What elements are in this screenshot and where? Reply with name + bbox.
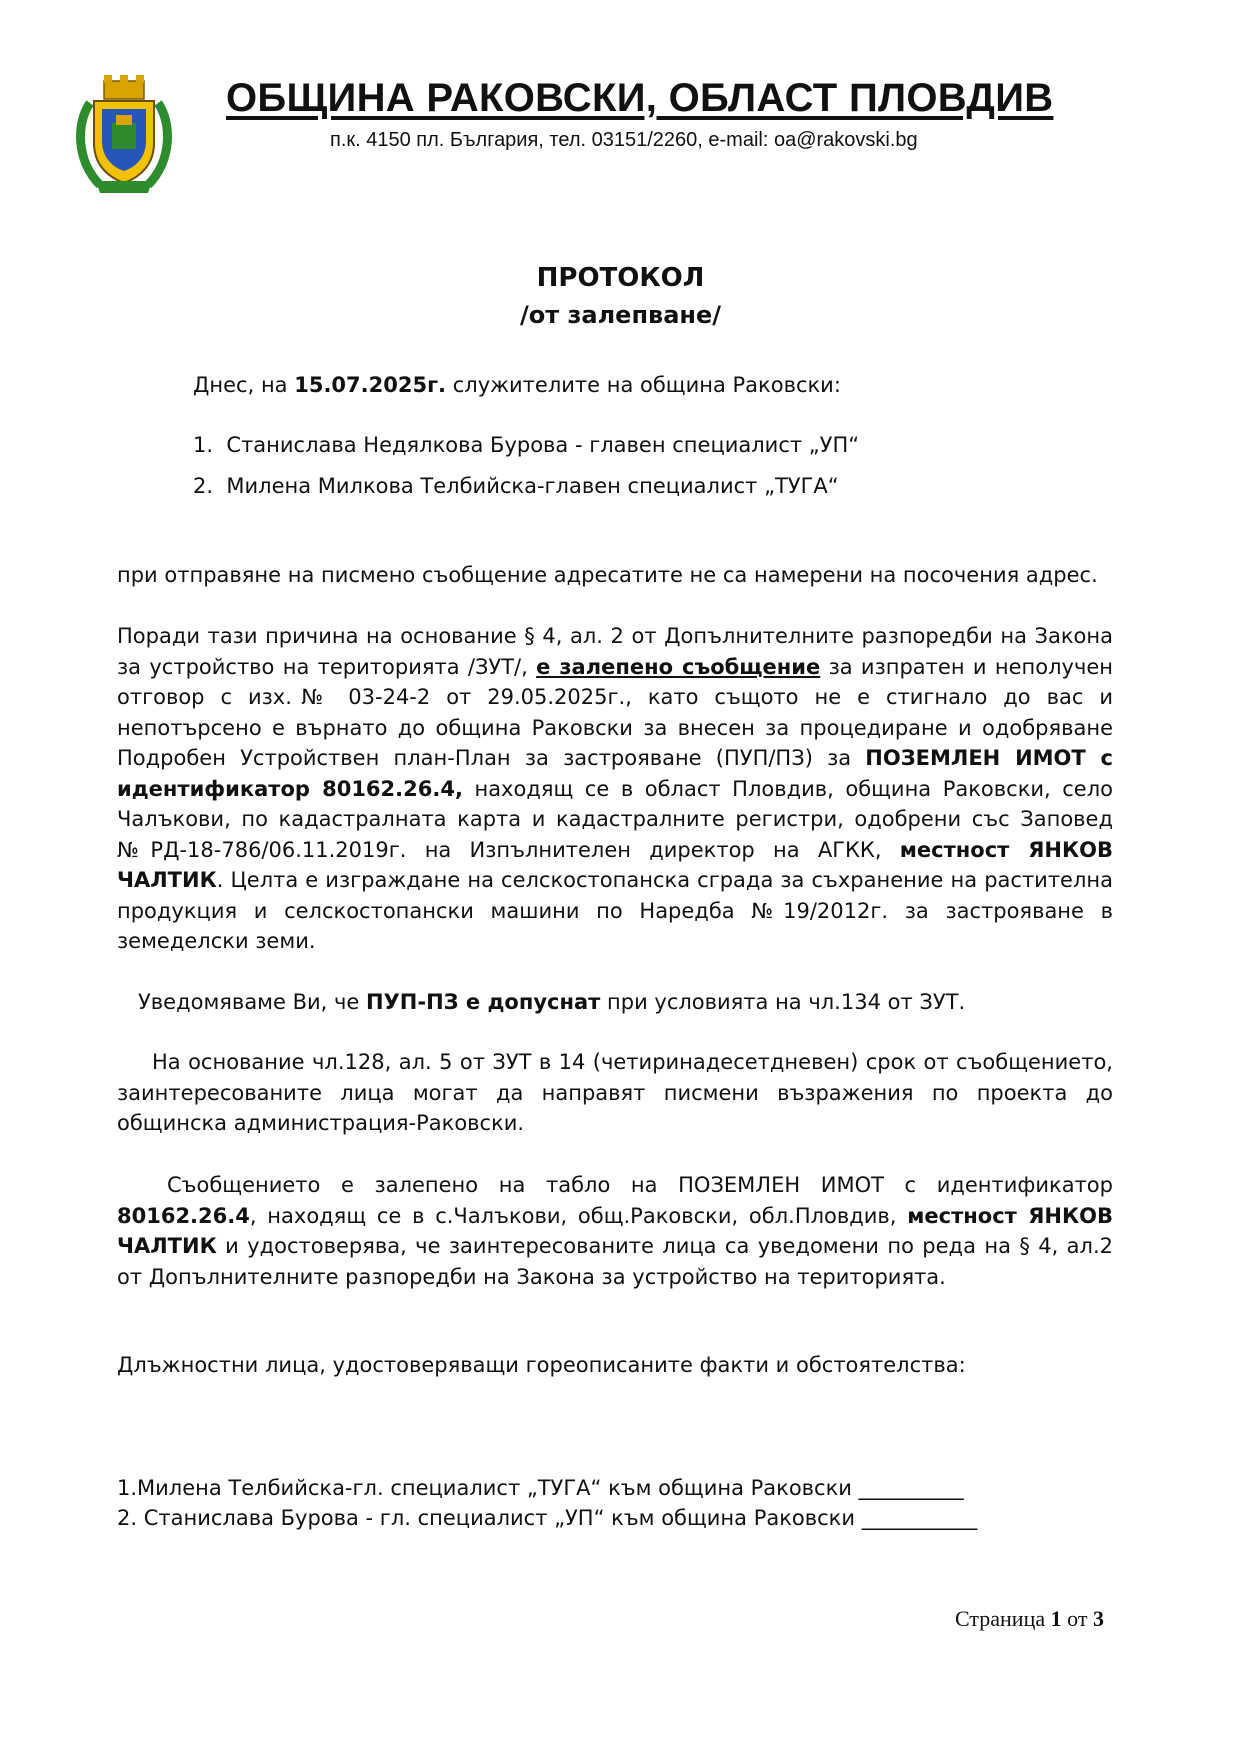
paragraph-grounds	[117, 621, 1113, 957]
paragraph-posting	[117, 1170, 1113, 1292]
signatory-line-2: 2. Станислава Бурова - гл. специалист „УП“ към община Раковски ___________	[117, 1506, 978, 1530]
paragraph-not-found: при отправяне на писмено съобщение адресатите не са намерени на посочения адрес.	[117, 563, 1098, 587]
signatories-heading: Длъжностни лица, удостоверяващи гореописаните факти и обстоятелства:	[117, 1353, 966, 1377]
intro-before-date: Днес, на	[193, 373, 295, 397]
municipality-crest-logo	[70, 73, 178, 201]
intro-after-date: служителите на община Раковски:	[446, 373, 841, 397]
property-identifier-emphasis: ПОЗЕМЛЕН ИМОТ с идентификатор 80162.26.4,	[117, 746, 1113, 801]
para5-text-1: Съобщението е залепено на табло на ПОЗЕМЛЕН ИМОТ с идентификатор	[167, 1173, 1113, 1197]
official-text: Милена Милкова Телбийска-главен специалист „ТУГА“	[226, 474, 839, 498]
page-number	[955, 1605, 1215, 1633]
document-title: ПРОТОКОЛ	[536, 263, 705, 293]
official-item-1	[193, 430, 859, 460]
document-subtitle: /от залепване/	[519, 301, 722, 329]
para3-text-2: при условията на чл.134 от ЗУТ.	[600, 990, 966, 1014]
page-word: Страница	[955, 1606, 1051, 1631]
para2-text-4: . Целта е изграждане на селскостопанска сграда за съхранение на растителна продукция и селскостопански машини по Наредба №19/2012г. за застрояване в земеделски земи.	[117, 868, 1113, 953]
locality-emphasis: местност ЯНКОВ ЧАЛТИК	[117, 837, 1113, 892]
signatory-line-1: 1.Милена Телбийска-гл. специалист „ТУГА“ към община Раковски __________	[117, 1476, 964, 1500]
intro-date: 15.07.2025г.	[294, 373, 447, 397]
para2-text-3: находящ се в област Пловдив, община Раковски, село Чалъкови, по кадастралната карта и кадастралните регистри, одобрени със Заповед №РД-18-786/06.11.2019г. на Изпълнителен директор на АГКК,	[117, 776, 1113, 862]
plan-admitted-emphasis: ПУП-ПЗ е допуснат	[366, 990, 601, 1014]
official-item-2	[193, 471, 839, 501]
page-total: 3	[1092, 1606, 1104, 1631]
para2-text-1: Поради тази причина на основание § 4, ал. 2 от Допълнителните разпоредби на Закона за устройство на територията /ЗУТ/,	[117, 624, 1113, 679]
intro-line	[193, 370, 841, 400]
para5-text-2: , находящ се в с.Чалъкови, общ.Раковски, обл.Пловдив,	[249, 1203, 908, 1228]
para2-text-2: за изпратен и неполучен отговор с изх.№ 03-24-2 от 29.05.2025г., като същото не е стигнало до вас и непотърсено е върнато до община Раковски за внесен за процедиране и одобряване Подробен Устройствен план-План за застрояване (ПУП/ПЗ) за	[117, 654, 1113, 770]
official-number: 2.	[193, 474, 214, 498]
of-word: от	[1061, 1606, 1093, 1631]
paragraph-notification	[138, 987, 965, 1017]
municipality-title: ОБЩИНА РАКОВСКИ, ОБЛАСТ ПЛОВДИВ	[226, 76, 1054, 120]
para3-text-1: Уведомяваме Ви, че	[138, 990, 367, 1014]
official-text: Станислава Недялкова Бурова - главен специалист „УП“	[226, 433, 860, 457]
posted-notice-emphasis: е залепено съобщение	[536, 654, 821, 679]
official-number: 1.	[193, 433, 214, 457]
page-current: 1	[1050, 1606, 1062, 1631]
municipality-contact: п.к. 4150 пл. България, тел. 03151/2260, e-mail: oa@rakovski.bg	[330, 129, 918, 151]
para5-text-3: и удостоверява, че заинтересованите лица са уведомени по реда на § 4, ал.2 от Допълнителните разпоредби на Закона за устройство на територията.	[117, 1234, 1113, 1289]
paragraph-objections: На основание чл.128, ал. 5 от ЗУТ в 14 (четиринадесетдневен) срок от съобщението, заинтересованите лица могат да направят писмени възражения по проекта до общинска администрация-Раковски.	[117, 1050, 1113, 1135]
property-id-emphasis: 80162.26.4	[117, 1203, 250, 1228]
locality-emphasis-2: местност ЯНКОВ ЧАЛТИК	[117, 1203, 1113, 1258]
